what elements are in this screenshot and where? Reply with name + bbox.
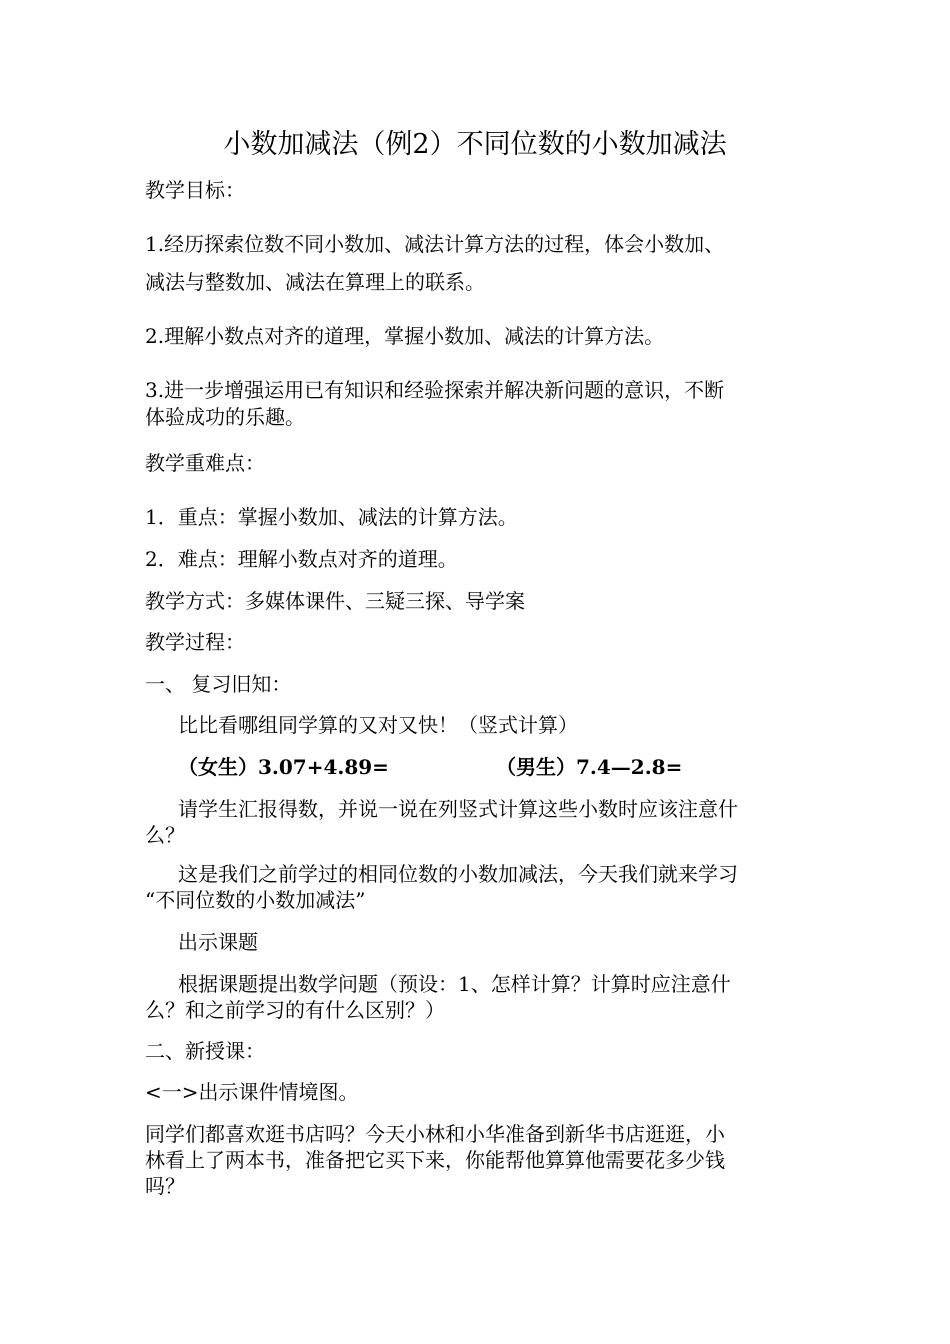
objective-1-line-2: 减法与整数加、减法在算理上的联系。 (145, 270, 485, 294)
objective-1-line-1: 1.经历探索位数不同小数加、减法计算方法的过程，体会小数加、 (145, 232, 725, 256)
section-1-para-2-line-2: “不同位数的小数加减法” (145, 888, 366, 912)
key-points-heading: 教学重难点： (145, 451, 265, 475)
process-heading: 教学过程： (145, 630, 245, 654)
section-1-para-3-line-2: 么？和之前学习的有什么区别？） (145, 998, 445, 1022)
show-topic: 出示课题 (178, 930, 258, 954)
section-1-intro: 比比看哪组同学算的又对又快！（竖式计算） (178, 713, 578, 737)
section-1-heading: 一、 复习旧知： (145, 672, 292, 696)
key-point-1: 1．重点：掌握小数加、减法的计算方法。 (145, 505, 518, 529)
page-title: 小数加减法（例2）不同位数的小数加减法 (223, 129, 727, 160)
section-2-para-line-2: 林看上了两本书，准备把它买下来，你能帮他算算他需要花多少钱 (145, 1148, 725, 1172)
boys-problem: （男生）7.4—2.8= (496, 755, 683, 779)
section-1-para-2-line-1: 这是我们之前学过的相同位数的小数加减法，今天我们就来学习 (178, 862, 738, 886)
section-2-para-line-1: 同学们都喜欢逛书店吗？今天小林和小华准备到新华书店逛逛，小 (145, 1122, 725, 1146)
section-2-heading: 二、新授课： (145, 1039, 265, 1063)
objective-2: 2.理解小数点对齐的道理，掌握小数加、减法的计算方法。 (145, 324, 665, 348)
section-1-para-1-line-1: 请学生汇报得数，并说一说在列竖式计算这些小数时应该注意什 (178, 797, 738, 821)
objective-3-line-1: 3.进一步增强运用已有知识和经验探索并解决新问题的意识，不断 (145, 378, 725, 402)
section-1-para-1-line-2: 么？ (145, 823, 185, 847)
section-2-para-line-3: 吗？ (145, 1174, 185, 1198)
teaching-method: 教学方式：多媒体课件、三疑三探、导学案 (145, 589, 525, 613)
section-1-para-3-line-1: 根据课题提出数学问题（预设：1、怎样计算？计算时应注意什 (178, 972, 731, 996)
girls-problem: （女生）3.07+4.89= (178, 755, 389, 779)
objective-3-line-2: 体验成功的乐趣。 (145, 405, 305, 429)
objectives-heading: 教学目标： (145, 178, 245, 202)
section-2-sub-1: <一>出示课件情境图。 (145, 1080, 359, 1104)
key-point-2: 2．难点：理解小数点对齐的道理。 (145, 547, 458, 571)
